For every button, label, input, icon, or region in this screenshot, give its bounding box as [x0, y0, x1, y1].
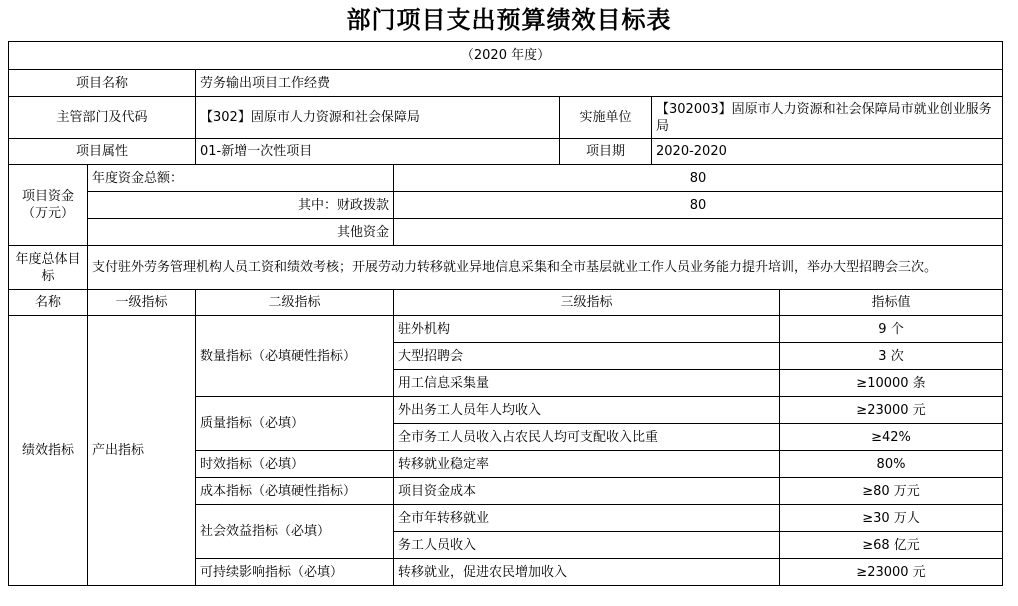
- level2-indicator: 质量指标（必填）: [196, 397, 394, 451]
- indicator-value: ≥23000 元: [780, 397, 1003, 424]
- indicator-value: ≥30 万人: [780, 505, 1003, 532]
- header-value: 指标值: [780, 290, 1003, 316]
- funds-fiscal-label: 其中：财政拨款: [88, 192, 394, 219]
- level3-indicator: 大型招聘会: [394, 343, 780, 370]
- level3-indicator: 用工信息采集量: [394, 370, 780, 397]
- perf-level1: 产出指标: [88, 316, 196, 586]
- project-attr-label: 项目属性: [9, 139, 196, 165]
- indicator-value: 3 次: [780, 343, 1003, 370]
- level3-indicator: 全市年转移就业: [394, 505, 780, 532]
- project-period-value: 2020-2020: [652, 139, 1003, 165]
- project-name-label: 项目名称: [9, 70, 196, 97]
- indicator-row: [9, 316, 1003, 343]
- funds-other-label: 其他资金: [88, 219, 394, 246]
- level3-indicator: 驻外机构: [394, 316, 780, 343]
- perf-name: 绩效指标: [9, 316, 88, 586]
- level3-indicator: 全市务工人员收入占农民人均可支配收入比重: [394, 424, 780, 451]
- level3-indicator: 外出务工人员年人均收入: [394, 397, 780, 424]
- funds-total-label: 年度资金总额：: [88, 165, 394, 192]
- header-name: 名称: [9, 290, 88, 316]
- project-attr-value: 01-新增一次性项目: [196, 139, 560, 165]
- indicator-header-row: [9, 290, 1003, 316]
- level2-indicator: 时效指标（必填）: [196, 451, 394, 478]
- level3-indicator: 务工人员收入: [394, 532, 780, 559]
- indicator-value: 80%: [780, 451, 1003, 478]
- level2-indicator: 数量指标（必填硬性指标）: [196, 316, 394, 397]
- level3-indicator: 转移就业，促进农民增加收入: [394, 559, 780, 586]
- funds-label: 项目资金（万元）: [9, 165, 88, 246]
- header-level1: 一级指标: [88, 290, 196, 316]
- indicator-value: ≥42%: [780, 424, 1003, 451]
- funds-total-value: 80: [394, 165, 1003, 192]
- indicator-value: 9 个: [780, 316, 1003, 343]
- dept-label: 主管部门及代码: [9, 97, 196, 139]
- page-title: 部门项目支出预算绩效目标表: [346, 5, 672, 34]
- level3-indicator: 项目资金成本: [394, 478, 780, 505]
- header-level2: 二级指标: [196, 290, 394, 316]
- level2-indicator: 成本指标（必填硬性指标）: [196, 478, 394, 505]
- performance-table: [8, 41, 1003, 586]
- indicator-value: ≥10000 条: [780, 370, 1003, 397]
- annual-goal-text: 支付驻外劳务管理机构人员工资和绩效考核；开展劳动力转移就业异地信息采集和全市基层就业工作人员业务能力提升培训，举办大型招聘会三次。: [88, 246, 1003, 290]
- level2-indicator: 可持续影响指标（必填）: [196, 559, 394, 586]
- annual-goal-label: 年度总体目标: [9, 246, 88, 290]
- impl-unit-value: 【302003】固原市人力资源和社会保障局市就业创业服务局: [652, 97, 1003, 139]
- indicator-value: ≥68 亿元: [780, 532, 1003, 559]
- funds-fiscal-value: 80: [394, 192, 1003, 219]
- indicator-value: ≥23000 元: [780, 559, 1003, 586]
- year-line: （2020 年度）: [9, 42, 1003, 70]
- project-period-label: 项目期: [560, 139, 652, 165]
- impl-unit-label: 实施单位: [560, 97, 652, 139]
- indicator-value: ≥80 万元: [780, 478, 1003, 505]
- funds-other-value: [394, 219, 1003, 246]
- header-level3: 三级指标: [394, 290, 780, 316]
- level2-indicator: 社会效益指标（必填）: [196, 505, 394, 559]
- level3-indicator: 转移就业稳定率: [394, 451, 780, 478]
- dept-value: 【302】固原市人力资源和社会保障局: [196, 97, 560, 139]
- project-name-value: 劳务输出项目工作经费: [196, 70, 1003, 97]
